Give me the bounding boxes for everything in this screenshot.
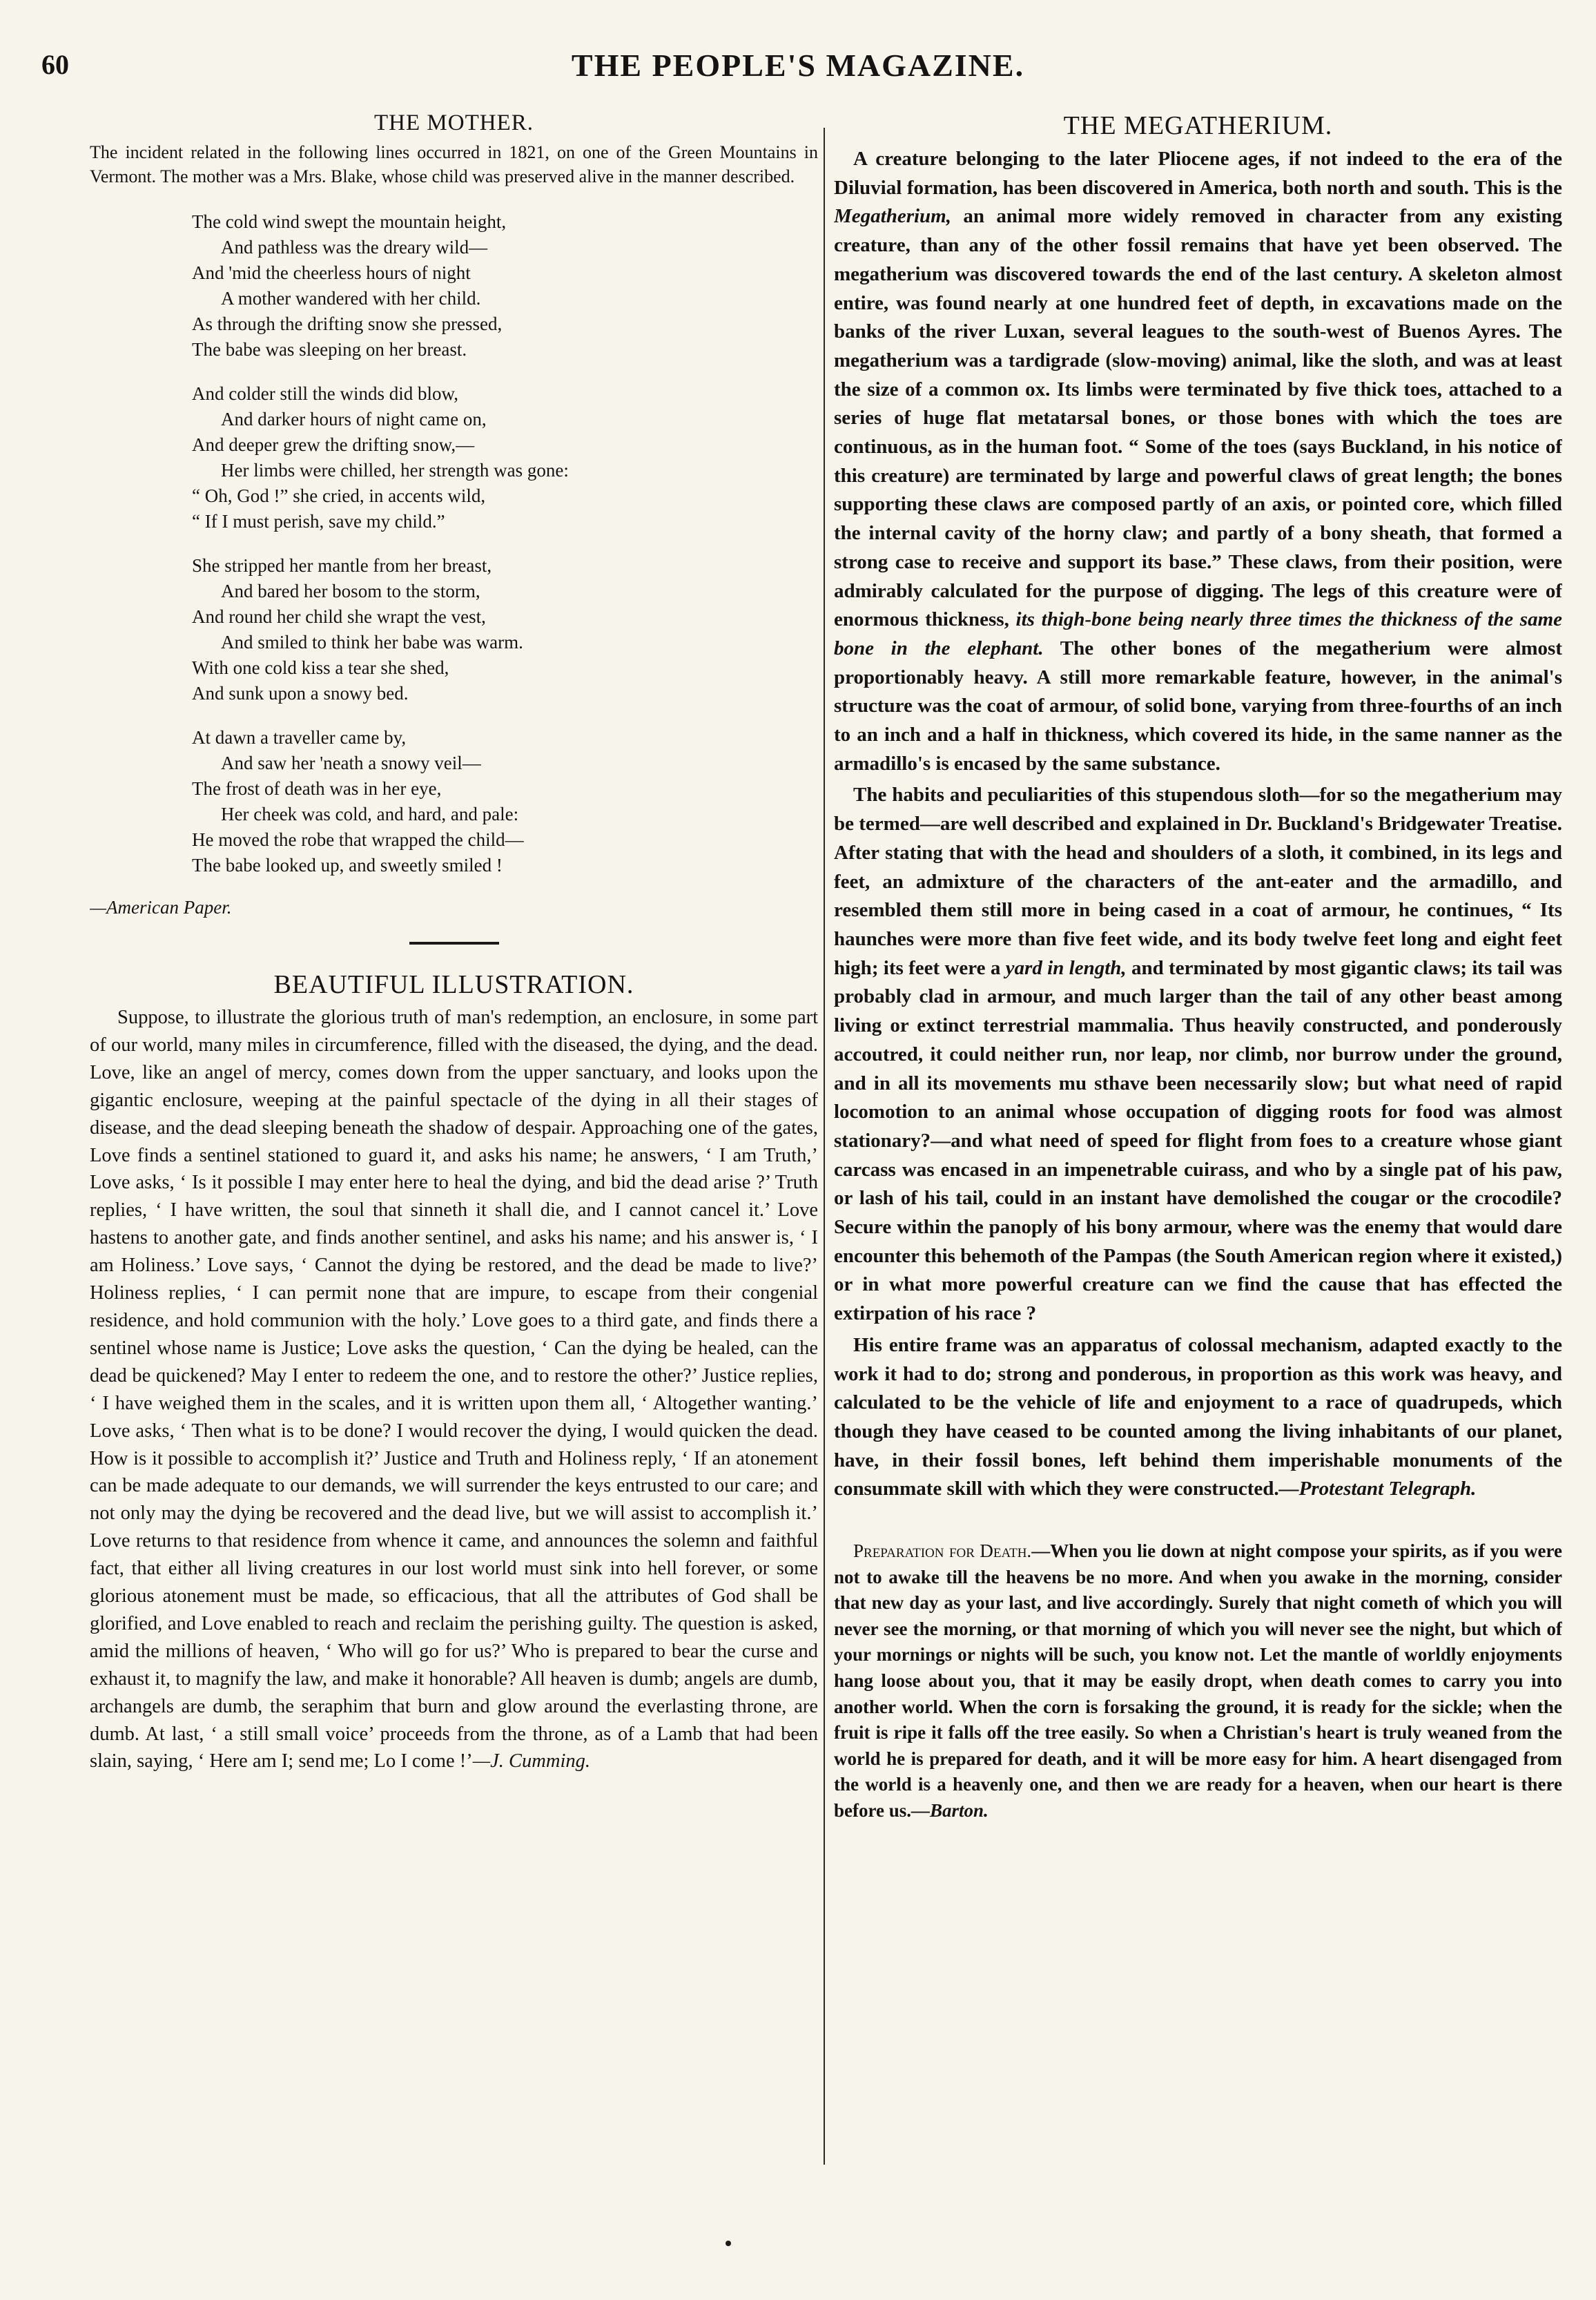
mother-intro: The incident related in the following lines occurred in 1821, on one of the Green Mountains in Vermont. The mother was a Mrs. Blake, whose child was preserved alive in the manner described. xyxy=(90,142,818,186)
megatherium-section xyxy=(834,110,1562,1504)
megatherium-paragraph-3 xyxy=(834,1331,1562,1504)
megatherium-paragraph-1 xyxy=(834,145,1562,778)
poem-line: “ Oh, God !” she cried, in accents wild, xyxy=(192,485,486,506)
poem-line: The babe looked up, and sweetly smiled ! xyxy=(192,855,503,876)
poem-line: The cold wind swept the mountain height, xyxy=(192,211,507,232)
poem xyxy=(192,209,818,878)
footer-dot xyxy=(726,2241,731,2246)
emphasis: Megatherium, xyxy=(834,205,951,228)
text-run: The habits and peculiarities of this stupendous sloth—for so the megatherium may be termed—are well described and explained in Dr. Buckland's Bridgewater Treatise. After stating that with the head and shoulders of a sloth, it combined, in its legs and feet, an admixture of the characters of the ant-eater and the armadillo, and resembled them still more in being cased in a coat of armour, he continues, “ Its haunches were more than five feet wide, and its body twelve feet long and eight feet high; its feet were a xyxy=(834,784,1562,979)
mother-poem-section xyxy=(90,110,818,918)
poem-line: And deeper grew the drifting snow,— xyxy=(192,434,475,455)
illustration-title: BEAUTIFUL ILLUSTRATION. xyxy=(273,970,634,999)
poem-line: And saw her 'neath a snowy veil— xyxy=(221,753,481,773)
right-column xyxy=(834,110,1562,2189)
poem-line: “ If I must perish, save my child.” xyxy=(192,511,445,532)
text-run: an animal more widely removed in character from any existing creature, than any of the other fossil remains that have yet been observed. The megatherium was discovered towards the end of the last century. A skeleton almost entire, was found nearly at one hundred feet of depth, in excavations made on the banks of the river Luxan, several leagues to the south-west of Buenos Ayres. The megatherium was a tardigrade (slow-moving) animal, like the sloth, and was at least the size of a common ox. Its limbs were terminated by five thick toes, attached to a series of huge flat metatarsal bones, or those bones with which the toes are continuous, as in the human foot. “ Some of the toes (says Buckland, in his notice of this creature) are terminated by large and powerful claws of great length; the bones supporting these claws are composed partly of an axis, or pointed core, which filled the internal cavity of the horny claw; and partly of a bony sheath, that formed a strong case to receive and support its base.” These claws, from their position, were admirably calculated for the purpose of digging. The legs of this creature were of enormous thickness, xyxy=(834,205,1562,631)
poem-line: And sunk upon a snowy bed. xyxy=(192,683,409,704)
poem-line: Her cheek was cold, and hard, and pale: xyxy=(221,804,519,824)
megatherium-source: —Protestant Telegraph. xyxy=(1278,1478,1477,1500)
emphasis: its thigh-bone being nearly three times the thickness of the same bone in the elephant. xyxy=(834,608,1562,659)
poem-line: And 'mid the cheerless hours of night xyxy=(192,262,471,283)
column-divider xyxy=(824,128,825,2165)
poem-line: The frost of death was in her eye, xyxy=(192,778,442,799)
poem-stanza xyxy=(192,725,818,878)
poem-line: At dawn a traveller came by, xyxy=(192,727,407,748)
poem-stanza xyxy=(192,553,818,706)
illustration-section xyxy=(90,969,818,1775)
poem-line: And round her child she wrapt the vest, xyxy=(192,606,486,627)
poem-line: The babe was sleeping on her breast. xyxy=(192,339,467,360)
mother-title: THE MOTHER. xyxy=(374,110,534,135)
illustration-text: Suppose, to illustrate the glorious truth of man's redemption, an enclosure, in some part of our world, many miles in circumference, filled with the diseased, the dying, and the dead. Love, like an angel of mercy, comes down from the upper sanctuary, and looks upon the gigantic enclosure, weeping at the painful spectacle of the dying in all their stages of disease, and the dead sleeping beneath the shadow of despair. Approaching one of the gates, Love finds a sentinel stationed to guard it, and asks his name; he answers, ‘ I am Truth,’ Love asks, ‘ Is it possible I may enter here to heal the dying, and bid the dead arise ?’ Truth replies, ‘ I have written, the soul that sinneth it shall die, and I cannot cancel it.’ Love hastens to another gate, and finds another sentinel, and asks his name; and his answer is, ‘ I am Holiness.’ Love says, ‘ Cannot the dying be restored, and the dead be made to live?’ Holiness replies, ‘ I can permit none that are impure, to escape from their congenial residence, and hold communion with the holy.’ Love goes to a third gate, and finds there a sentinel whose name is Justice; Love asks the question, ‘ Can the dying be healed, can the dead be quickened? May I enter to redeem the one, and to restore the other?’ Justice replies, ‘ I have weighed them in the scales, and it is written upon them all, ‘ Altogether wanting.’ Love asks, ‘ Then what is to be done? I would recover the dying, I would quicken the dead. How is it possible to accomplish it?’ Justice and Truth and Holiness reply, ‘ If an atonement can be made adequate to our demands, we will surrender the keys entrusted to our care; and not only may the dying be recovered and the dead live, but we will assist to accomplish it.’ Love returns to that residence from whence it came, and announces the solemn and faithful fact, that either all living creatures in our lost world must sink into hell forever, or some glorious atonement must be made, so efficacious, that all the attributes of God shall be glorified, and Love enabled to reach and reclaim the perishing guilty. The question is asked, amid the millions of heaven, ‘ Who will go for us?’ Who is prepared to bear the curse and exhaust it, to magnify the law, and make it honorable? All heaven is dumb; angels are dumb, archangels are dumb, the seraphim that burn and glow around the everlasting throne, are dumb. At last, ‘ a still small voice’ proceeds from the throne, as of a Lamb that had been slain, saying, ‘ Here am I; send me; Lo I come !’ xyxy=(90,1007,818,1772)
preparation-source: —Barton. xyxy=(911,1799,989,1821)
megatherium-title: THE MEGATHERIUM. xyxy=(1063,111,1333,140)
poem-stanza xyxy=(192,209,818,363)
poem-line: A mother wandered with her child. xyxy=(221,288,481,309)
page-number: 60 xyxy=(41,49,69,80)
poem-stanza xyxy=(192,381,818,534)
text-run: and terminated by most gigantic claws; its tail was probably clad in armour, and much larger than the tail of any other beast among living or extinct terrestrial mammalia. Thus heavily constructed, and ponderously accoutred, it could neither run, nor leap, nor climb, nor burrow under the ground, and in all its movements mu sthave been necessarily slow; but what need of rapid locomotion to an animal whose occupation of digging roots for food was almost stationary?—and what need of speed for flight from foes to a creature whose giant carcass was encased in an impenetrable cuirass, and who by a single pat of his paw, or lash of his tail, could in an instant have demolished the cougar or the crocodile? Secure within the panoply of his bony armour, where was the enemy that would dare encounter this behemoth of the Pampas (the South American region where it existed,) or in what more powerful creature can we find the cause that has effected the extirpation of his race ? xyxy=(834,956,1562,1325)
preparation-section xyxy=(834,1538,1562,1824)
preparation-paragraph xyxy=(834,1538,1562,1824)
megatherium-paragraph-2 xyxy=(834,781,1562,1328)
poem-line: And darker hours of night came on, xyxy=(221,409,487,429)
illustration-source: —J. Cumming. xyxy=(472,1750,590,1772)
text-run: A creature belonging to the later Pliocene ages, if not indeed to the era of the Diluvial formation, has been discovered in America, both north and south. This is the xyxy=(834,148,1562,199)
left-column xyxy=(90,110,818,2189)
poem-line: He moved the robe that wrapped the child— xyxy=(192,829,524,850)
illustration-body xyxy=(90,1004,818,1775)
poem-line: And pathless was the dreary wild— xyxy=(221,237,488,258)
poem-line: Her limbs were chilled, her strength was gone: xyxy=(221,460,569,481)
preparation-body: —When you lie down at night compose your spirits, as if you were not to awake till the heavens be no more. And when you awake in the morning, consider that new day as your last, and live accordingly. Surely that night cometh of which you will never see the morning, or that morning of which you will never see the night, but which of your mornings or nights will be such, you know not. Let the mantle of worldly enjoyments hang loose about you, that it may be easily dropt, when death comes to carry you into another world. When the corn is forsaking the ground, it is ready for the sickle; when the fruit is ripe it falls off the tree easily. So when a Christian's heart is truly weaned from the world he is prepared for death, and it will be more easy for him. A heart disengaged from the world is a heavenly one, and then we are ready for a heaven, when our heart is there before us. xyxy=(834,1540,1562,1821)
preparation-lead: Preparation for Death. xyxy=(853,1540,1032,1562)
text-run: The other bones of the megatherium were almost proportionably heavy. A still more remarkable feature, however, in the animal's structure was the coat of armour, of solid bone, varying from three-fourths of an inch to an inch and a half in thickness, which covered its hide, in the same nanner as the armadillo's is encased by the same substance. xyxy=(834,637,1562,775)
masthead-title: THE PEOPLE'S MAGAZINE. xyxy=(571,48,1025,83)
poem-line: And bared her bosom to the storm, xyxy=(221,581,480,601)
poem-line: With one cold kiss a tear she shed, xyxy=(192,657,449,678)
section-rule xyxy=(409,942,499,945)
poem-line: And smiled to think her babe was warm. xyxy=(221,632,523,653)
emphasis: yard in length, xyxy=(1005,956,1127,979)
text-run: His entire frame was an apparatus of colossal mechanism, adapted exactly to the work it had to do; strong and ponderous, in proportion as this work was heavy, and calculated to be the vehicle of life and enjoyment to a race of quadrupeds, which though they have ceased to be counted among the living inhabitants of our planet, have, in their fossil bones, left behind them imperishable monuments of the consummate skill with which they were constructed. xyxy=(834,1333,1562,1500)
poem-line: And colder still the winds did blow, xyxy=(192,383,458,404)
poem-line: She stripped her mantle from her breast, xyxy=(192,555,492,576)
poem-line: As through the drifting snow she pressed, xyxy=(192,313,503,334)
mother-source: —American Paper. xyxy=(90,897,232,918)
